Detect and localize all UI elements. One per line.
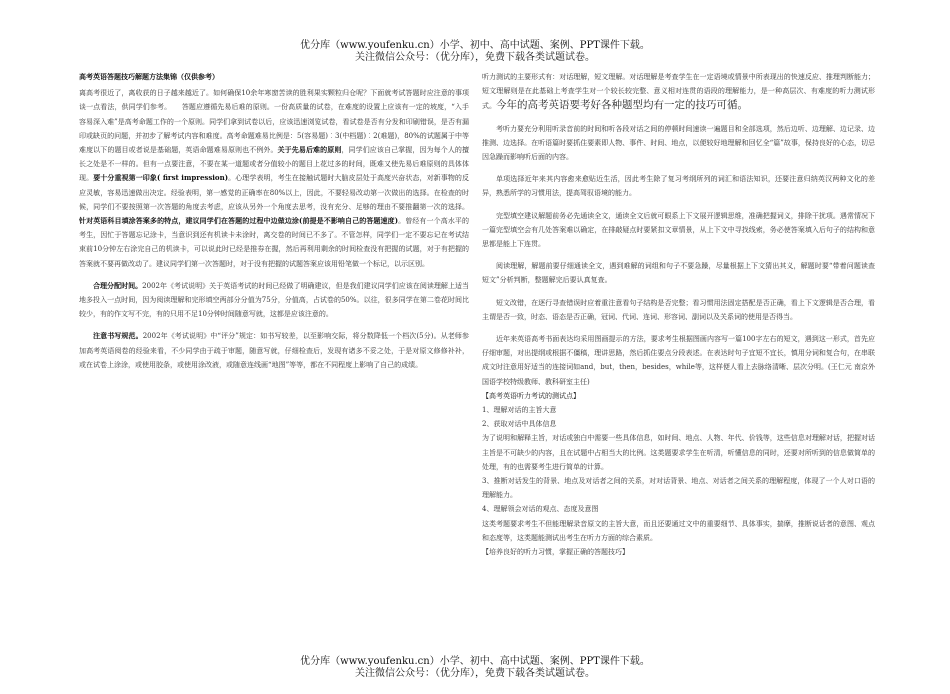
bold-easy-first: 关于先易后难的原则 bbox=[277, 145, 342, 155]
intro-text-3: 。心理学表明，考生在接触试题时大脑皮层处于高度兴奋状态，对新事物的反应灵敏，容易迅速做出决定。经验表明，第一感觉的正确率在80%以上，因此，不要轻易改动第一次做出的选择。在检查的时候，同学们不要按照第一次答题的角度去考虑，应该从另外一个角度去思考，没有充分、足够的理由不要推翻第一次的选择。 bbox=[79, 174, 470, 211]
list-item: 为了说明和解释主旨，对话或独白中需要一些具体信息，如时间、地点、人物、年代、价钱等，这些信息对理解对话，把握对话主旨是不可缺少的内容，且在试题中占相当大的比例。这类题要求学生在听清，听懂信息的同时，还要对所听到的信息做简单的处理，有的也需要考生进行简单的计算。 bbox=[482, 434, 875, 471]
bold-time-allocation: 合理分配时间。 bbox=[93, 280, 143, 290]
highlight-sentence: 今年的高考英语要考好各种题型均有一定的技巧可循。 bbox=[496, 99, 748, 112]
list-item: 【培养良好的听力习惯，掌握正确的答题技巧】 bbox=[482, 548, 629, 557]
paragraph-listening-forms bbox=[482, 70, 875, 114]
time-text: 2002年《考试说明》关于英语考试的时间已经做了明确建议，但是我们建议同学们应该在阅读理解上适当地多投入一点时间，因为阅读理解和完形填空两部分分值为75分，分值高，占试卷的50%。以往，很多同学在第二卷花时间比较少，有的作文写不完，有的只用不足10分钟时间随意写就，这都是应该注意的。 bbox=[79, 281, 469, 319]
intro-text: 离高考很近了，离收获的日子越来越近了。如何确保10余年寒窗苦读的胜利果实颗粒归仓呢？下面就考试答题时应注意的事项谈一点看法，供同学们参考。 答题应遵循先易后难的原则。一份高质量的试卷，在难度的设置上应该有一定的坡度，“入手容易深入难”是高考命题工作的一个原则。同学们拿到试卷以后，应该迅速浏览试卷，看试卷是否有分发和印刷错误，是否有漏印或缺页的问题，并初步了解考试内容和难度。高考命题难易比例是：5(容易题)︰3(中档题)︰2(难题)，80%的试题属于中等难度以下的题目或者说是基础题，英语命题难易原则也不例外。 bbox=[79, 89, 469, 155]
test-points-title: 【高考英语听力考试的测试点】 bbox=[482, 391, 580, 400]
page-header bbox=[0, 40, 950, 64]
bold-first-impression: 要十分重视第一印象( first impression) bbox=[93, 173, 229, 183]
list-item: 3、推断对话发生的背景、地点及对话者之间的关系，对对话背景、地点、对话者之间关系的理解程度，体现了一个人对口语的理解能力。 bbox=[482, 477, 875, 500]
footer-line-1: 优分库（www.youfenku.cn）小学、初中、高中试题、案例、PPT课件下载。 bbox=[300, 656, 650, 667]
paragraph-reading: 阅读理解，解题前要仔细通读全文，遇到难解的词组和句子不要急躁，尽量根据上下文猜出其义，解题时要“带着问题读查短文”分析判断，整题解完后要认真复查。 bbox=[482, 262, 875, 285]
list-item: 这类考题要求考生不但能理解录音原文的主旨大意，而且还要通过文中的重要细节、具体事实，揣摩，推断说话者的意图、观点和态度等，这类题能测试出考生在听力方面的综合素质。 bbox=[482, 519, 875, 542]
listening-forms-text: 听力测试的主要形式有：对话理解，短文理解。对话理解是考查学生在一定语境或情景中所表现出的快速反应、推理判断能力；短文理解则是在此基础上考查学生对一个较长较完整、意义相对连贯的语段的理解能力，是一种高层次、有难度的听力测试形式。 bbox=[482, 73, 875, 111]
paragraph-writing bbox=[79, 329, 469, 372]
bold-writing-norms: 注意书写规范。 bbox=[93, 331, 143, 341]
test-points-list bbox=[482, 403, 875, 559]
intro-text-2: ，同学们应该自己掌握，因为每个人的擅长之处是不一样的。但有一点要注意，不要在某一道题或者分值较小的题目上花过多的时间，既难又使先易后难原则的具体体现。 bbox=[79, 146, 470, 183]
right-column bbox=[482, 70, 875, 559]
paragraph-error-correction: 短文改错，在逐行寻查错误时应着重注意看句子结构是否完整；看习惯用法固定搭配是否正确，看上下文逻辑是否合理，看主谓是否一致，时态、语态是否正确，冠词、代词、连词、形容词、副词以及关系词的使用是否得当。 bbox=[482, 298, 875, 321]
list-item: 1、理解对话的主旨大意 bbox=[482, 406, 557, 415]
paragraph-listening-tips: 考听力要充分利用听录音前的时间和听各段对话之间的停顿时间速读一遍题目和全部选项，然后边听、边理解、边记录、边推测、边选择。在听语篇时要抓住要素即人物、事件、时间、地点，以便较好地理解和回忆全“篇”故事，保持良好的心态，切忌因急躁而影响听后面的内容。 bbox=[482, 124, 875, 162]
article-title: 高考英语答题技巧解题方法集锦（仅供参考） bbox=[79, 72, 219, 81]
paragraph-single-choice: 单项选择近年来其内容愈来愈贴近生活，因此考生除了复习考纲所列的词汇和语法知识，还要注意归纳英汉两种文化的差异，熟悉所学的习惯用法，提高驾驭语境的能力。 bbox=[482, 175, 875, 198]
page-footer bbox=[0, 656, 950, 680]
paragraph-intro bbox=[79, 86, 469, 271]
footer-line-2: 关注微信公众号：（优分库），免费下载各类试题试卷。 bbox=[355, 668, 595, 679]
list-item: 2、获取对话中具体信息 bbox=[482, 420, 557, 429]
left-column bbox=[79, 70, 469, 372]
header-line-1: 优分库（www.youfenku.cn）小学、初中、高中试题、案例、PPT课件下载。 bbox=[300, 40, 650, 51]
paragraph-writing-tips: 近年来英语高考书面表达均采用图画提示的方法，要求考生根据图画内容写一篇100字左右的短文，遇到这一形式，首先应仔细审题，对出提纲或根据不僵稿，理讲思路，然后抓住要点分段表述。在表达时句子宜短不宜长，慎用分词和复合句，在串联成文时注意用好适当的连接词如and，but，then，besides，while等，这样便人看上去脉络清晰、层次分明。(王仁元 南京外国语学校特级教师、教科研室主任) bbox=[482, 335, 875, 386]
list-item: 4、理解领会对话的观点、态度及意图 bbox=[482, 505, 599, 514]
writing-text: 2002年《考试说明》中“评分”规定：如书写较差，以至影响交际，将分数降低一个档次(5分)。从老师参加高考英语阅卷的经验来看，不少同学由于疏于审题，随意写就，仔细检查后，发现有诸多不妥之处，于是对原文修修补补，或在试卷上涂涂，或使用胶条，或使用涂改液，或随意连线画“地图”等等，都在不同程度上影响了自己的成绩。 bbox=[79, 332, 470, 369]
paragraph-time bbox=[79, 279, 469, 322]
intro-text-4: 。曾经有一个高水平的考生，因忙于答题忘记涂卡，当意识到还有机读卡未涂时，离交卷的时间已不多了。不管怎样，同学们一定不要忘记在考试结束前10分钟左右涂完自己的机读卡，可以说此时已经是推券在握，然后再利用剩余的时间检查没有把握的试题，对于有把握的答案就不要再做改动了。建议同学们第一次答题时，对于没有把握的试题答案应该用铅笔做一个标记，以示区别。 bbox=[79, 217, 470, 268]
paragraph-cloze: 完型填空建议解题前务必先通读全文，通读全文后就可眼系上下文展开逻辑思维，准确把握词义，排除干扰项。遇常情况下一篇完型填空会有几处答案难以确定，在排敲疑点时要紧扣文章情景，从上下文中寻找线索，务必使答案填入后句子的结构和意思都是能上下连贯。 bbox=[482, 211, 875, 249]
bold-answer-sheet: 针对英语科目填涂答案多的特点，建议同学们在答题的过程中边做边涂(前提是不影响自己的答题速度) bbox=[79, 216, 399, 226]
header-line-2: 关注微信公众号：（优分库），免费下载各类试题试卷。 bbox=[355, 52, 595, 63]
